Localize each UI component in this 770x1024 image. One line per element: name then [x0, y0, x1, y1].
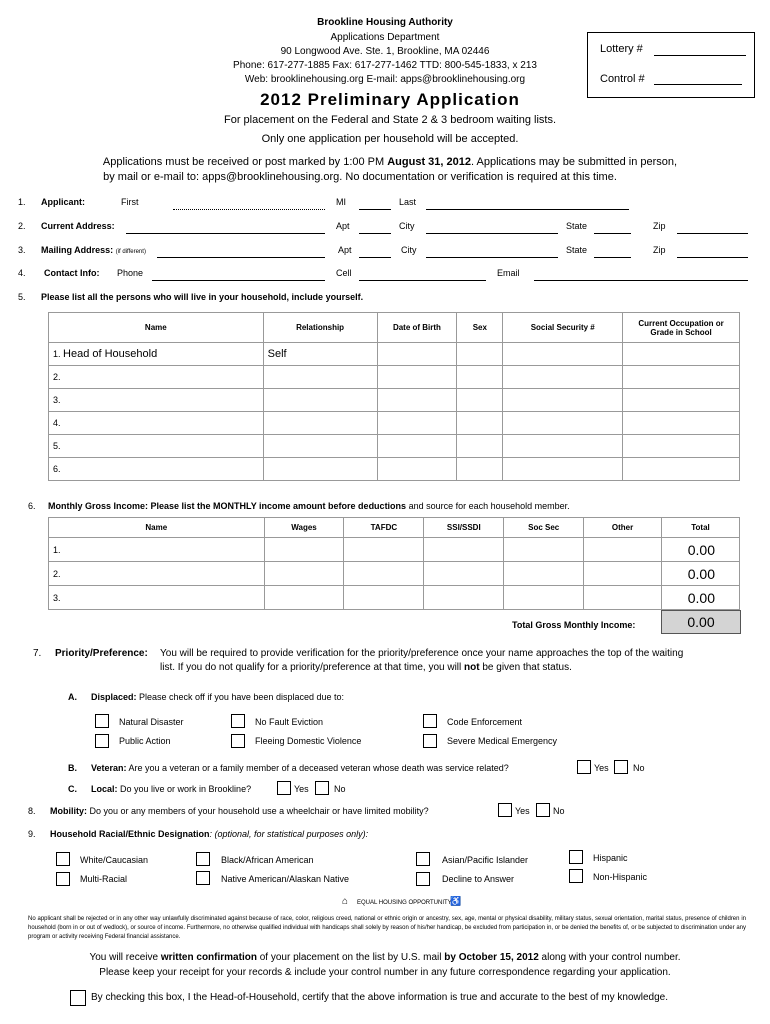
- last-name-field[interactable]: [426, 209, 629, 210]
- q3-label: Mailing Address: (if different): [41, 245, 146, 255]
- table-row: [49, 343, 740, 366]
- q3-city-field[interactable]: [426, 257, 558, 258]
- q3-apt-label: Apt: [338, 245, 352, 255]
- income-row-total: 0.00: [662, 586, 740, 610]
- q3-city-label: City: [401, 245, 417, 255]
- col-tafdc: TAFDC: [344, 518, 424, 538]
- org-name: Brookline Housing Authority: [317, 17, 453, 28]
- disclaimer: No applicant shall be rejected or in any other way unlawfully discriminated against because of race, color, religious creed, national or ethnic origin or ancestry, sex, age, mental or physical disability, military status, sexual orientation, marital status, presence of children in household (born in or out of wedlock), or source of income. Furthermore, no otherwise qualified individual with handicaps shall solely by reason of his/her handicap, be excluded from participation in, or be denied the benefits of, or be subjected to discrimination under any program or activity receiving Federal financial assistance.: [28, 916, 746, 940]
- certify-checkbox[interactable]: [70, 990, 86, 1006]
- fleeing-violence-label: Fleeing Domestic Violence: [255, 736, 362, 746]
- q6-num: 6.: [28, 501, 36, 511]
- q6-label: Monthly Gross Income: Please list the MONTHLY income amount before deductions and source for each household member.: [48, 501, 570, 511]
- no-fault-eviction-checkbox[interactable]: [231, 714, 245, 728]
- q2-city-label: City: [399, 221, 415, 231]
- table-row: [49, 458, 740, 481]
- household-table: [48, 312, 740, 481]
- no-fault-eviction-label: No Fault Eviction: [255, 717, 324, 727]
- q2-label: Current Address:: [41, 221, 115, 231]
- local-yes-checkbox[interactable]: [277, 781, 291, 795]
- cell-field[interactable]: [359, 280, 486, 281]
- col-wages: Wages: [264, 518, 344, 538]
- veteran-no-checkbox[interactable]: [614, 760, 628, 774]
- q2-city-field[interactable]: [426, 233, 558, 234]
- deadline-line-2: by mail or e-mail to: apps@brooklinehousing.org. No documentation or verification is required at this time.: [103, 171, 617, 183]
- q2-num: 2.: [18, 221, 26, 231]
- hispanic-label: Hispanic: [593, 853, 628, 863]
- col-name: Name: [49, 313, 264, 343]
- dept-name: Applications Department: [330, 32, 440, 43]
- veteran-yes-checkbox[interactable]: [577, 760, 591, 774]
- total-income-value: 0.00: [661, 610, 741, 634]
- table-row: [49, 435, 740, 458]
- q8-label: Mobility: Do you or any members of your household use a wheelchair or have limited mobility?: [50, 806, 429, 816]
- subtitle-2: Only one application per household will be accepted.: [261, 133, 519, 145]
- white-checkbox[interactable]: [56, 852, 70, 866]
- mailing-address-field[interactable]: [157, 257, 325, 258]
- col-occupation: Current Occupation or Grade in School: [623, 313, 740, 343]
- asian-label: Asian/Pacific Islander: [442, 855, 529, 865]
- q2-zip-field[interactable]: [677, 233, 748, 234]
- org-web: Web: brooklinehousing.org E-mail: apps@brooklinehousing.org: [244, 74, 526, 85]
- decline-checkbox[interactable]: [416, 872, 430, 886]
- q7-label: Priority/Preference:: [55, 648, 148, 659]
- q7b-letter: B.: [68, 763, 77, 773]
- q7c-letter: C.: [68, 784, 77, 794]
- fleeing-violence-checkbox[interactable]: [231, 734, 245, 748]
- non-hispanic-label: Non-Hispanic: [593, 872, 648, 882]
- mobility-yes-label: Yes: [515, 806, 530, 816]
- q7c-label: Local: Do you live or work in Brookline?: [91, 784, 252, 794]
- mi-label: MI: [336, 197, 346, 207]
- q1-label: Applicant:: [41, 197, 85, 207]
- q2-zip-label: Zip: [653, 221, 666, 231]
- phone-field[interactable]: [152, 280, 325, 281]
- house-icon: ⌂: [342, 896, 349, 907]
- code-enforcement-checkbox[interactable]: [423, 714, 437, 728]
- natural-disaster-label: Natural Disaster: [119, 717, 184, 727]
- q8-num: 8.: [28, 806, 36, 816]
- q3-state-label: State: [566, 245, 588, 255]
- asian-checkbox[interactable]: [416, 852, 430, 866]
- row-name[interactable]: 5.: [49, 435, 264, 458]
- income-row-name[interactable]: 2.: [49, 562, 265, 586]
- native-american-checkbox[interactable]: [196, 871, 210, 885]
- col-ssi: SSI/SSDI: [424, 518, 504, 538]
- total-income-label: Total Gross Monthly Income:: [512, 620, 636, 630]
- q3-zip-label: Zip: [653, 245, 666, 255]
- income-row-total: 0.00: [662, 562, 740, 586]
- col-socsec: Soc Sec: [504, 518, 584, 538]
- local-no-checkbox[interactable]: [315, 781, 329, 795]
- white-label: White/Caucasian: [80, 855, 149, 865]
- public-action-label: Public Action: [119, 736, 171, 746]
- q2-state-label: State: [566, 221, 588, 231]
- local-yes-label: Yes: [294, 784, 309, 794]
- q7-num: 7.: [33, 648, 42, 659]
- native-american-label: Native American/Alaskan Native: [221, 874, 350, 884]
- q7b-label: Veteran: Are you a veteran or a family member of a deceased veteran whose death was service related?: [91, 763, 509, 773]
- black-label: Black/African American: [221, 855, 314, 865]
- org-phones: Phone: 617-277-1885 Fax: 617-277-1462 TTD: 800-545-1833, x 213: [233, 60, 537, 71]
- natural-disaster-checkbox[interactable]: [95, 714, 109, 728]
- non-hispanic-checkbox[interactable]: [569, 869, 583, 883]
- lottery-line[interactable]: [654, 55, 746, 56]
- first-label: First: [121, 197, 139, 207]
- q2-apt-label: Apt: [336, 221, 350, 231]
- phone-label: Phone: [117, 268, 144, 278]
- control-line[interactable]: [654, 84, 742, 85]
- q7a-label: Displaced: Please check off if you have been displaced due to:: [91, 692, 344, 702]
- current-address-field[interactable]: [126, 233, 325, 234]
- lottery-label: Lottery #: [600, 43, 643, 55]
- mobility-yes-checkbox[interactable]: [498, 803, 512, 817]
- table-row: [49, 586, 740, 610]
- q3-state-field[interactable]: [594, 257, 631, 258]
- income-table: [48, 517, 740, 610]
- subtitle-1: For placement on the Federal and State 2 & 3 bedroom waiting lists.: [223, 114, 556, 126]
- row-name[interactable]: 6.: [49, 458, 264, 481]
- medical-emergency-checkbox[interactable]: [423, 734, 437, 748]
- veteran-no-label: No: [633, 763, 645, 773]
- col-relationship: Relationship: [263, 313, 377, 343]
- lottery-control-box: [587, 32, 755, 98]
- local-no-label: No: [334, 784, 346, 794]
- accessibility-icon: ♿: [450, 896, 462, 906]
- certify-label: By checking this box, I the Head-of-Household, certify that the above information is true and accurate to the best of my knowledge.: [91, 992, 668, 1003]
- table-row: [49, 412, 740, 435]
- q2-state-field[interactable]: [594, 233, 631, 234]
- col-ssn: Social Security #: [503, 313, 623, 343]
- footer-line-2: Please keep your receipt for your records & include your control number in any future correspondence regarding your application.: [99, 967, 671, 978]
- mobility-no-label: No: [553, 806, 565, 816]
- q7a-letter: A.: [68, 692, 77, 702]
- table-row: [49, 562, 740, 586]
- col-dob: Date of Birth: [377, 313, 457, 343]
- q3-num: 3.: [18, 245, 26, 255]
- q7-text-2: list. If you do not qualify for a priority/preference at that time, you will not be given that status.: [160, 662, 572, 673]
- deadline-line-1: Applications must be received or post marked by 1:00 PM August 31, 2012. Applications may be submitted in person,: [102, 156, 678, 168]
- row-name[interactable]: 4.: [49, 412, 264, 435]
- mi-field[interactable]: [359, 209, 391, 210]
- control-label: Control #: [600, 73, 645, 85]
- q3-zip-field[interactable]: [677, 257, 748, 258]
- last-label: Last: [399, 197, 417, 207]
- row-name[interactable]: 2.: [49, 366, 264, 389]
- email-label: Email: [497, 268, 520, 278]
- cell-label: Cell: [336, 268, 352, 278]
- income-row-total: 0.00: [662, 538, 740, 562]
- hispanic-checkbox[interactable]: [569, 850, 583, 864]
- table-row: [49, 389, 740, 412]
- q3-apt-field[interactable]: [359, 257, 391, 258]
- q1-num: 1.: [18, 197, 26, 207]
- col-other: Other: [584, 518, 662, 538]
- medical-emergency-label: Severe Medical Emergency: [447, 736, 558, 746]
- black-checkbox[interactable]: [196, 852, 210, 866]
- email-field[interactable]: [534, 280, 748, 281]
- col-sex: Sex: [457, 313, 503, 343]
- income-row-name[interactable]: 3.: [49, 586, 265, 610]
- public-action-checkbox[interactable]: [95, 734, 109, 748]
- row-relationship[interactable]: Self: [263, 343, 377, 366]
- q4-num: 4.: [18, 268, 26, 278]
- col-total: Total: [662, 518, 740, 538]
- q7-text-1: You will be required to provide verification for the priority/preference once your name approaches the top of the waiting: [160, 648, 684, 659]
- page-title: 2012 Preliminary Application: [260, 90, 520, 109]
- table-row: [49, 366, 740, 389]
- col-income-name: Name: [49, 518, 265, 538]
- table-row: [49, 538, 740, 562]
- eho-label: EQUAL HOUSING OPPORTUNITY: [357, 900, 452, 906]
- row-name[interactable]: 3.: [49, 389, 264, 412]
- code-enforcement-label: Code Enforcement: [447, 717, 523, 727]
- multiracial-label: Multi-Racial: [80, 874, 128, 884]
- first-name-field[interactable]: [173, 209, 325, 210]
- q4-label: Contact Info:: [44, 268, 100, 278]
- veteran-yes-label: Yes: [594, 763, 609, 773]
- footer-line-1: You will receive written confirmation of your placement on the list by U.S. mail by October 15, 2012 along with your control number.: [89, 952, 681, 963]
- org-address: 90 Longwood Ave. Ste. 1, Brookline, MA 02446: [280, 46, 490, 57]
- row-name[interactable]: 1. Head of Household: [49, 343, 264, 366]
- q9-num: 9.: [28, 829, 36, 839]
- q2-apt-field[interactable]: [359, 233, 391, 234]
- q5-label: Please list all the persons who will live in your household, include yourself.: [41, 292, 364, 302]
- decline-label: Decline to Answer: [442, 874, 515, 884]
- multiracial-checkbox[interactable]: [56, 872, 70, 886]
- mobility-no-checkbox[interactable]: [536, 803, 550, 817]
- q9-label: Household Racial/Ethnic Designation: (optional, for statistical purposes only):: [50, 829, 369, 839]
- q5-num: 5.: [18, 292, 26, 302]
- income-row-name[interactable]: 1.: [49, 538, 265, 562]
